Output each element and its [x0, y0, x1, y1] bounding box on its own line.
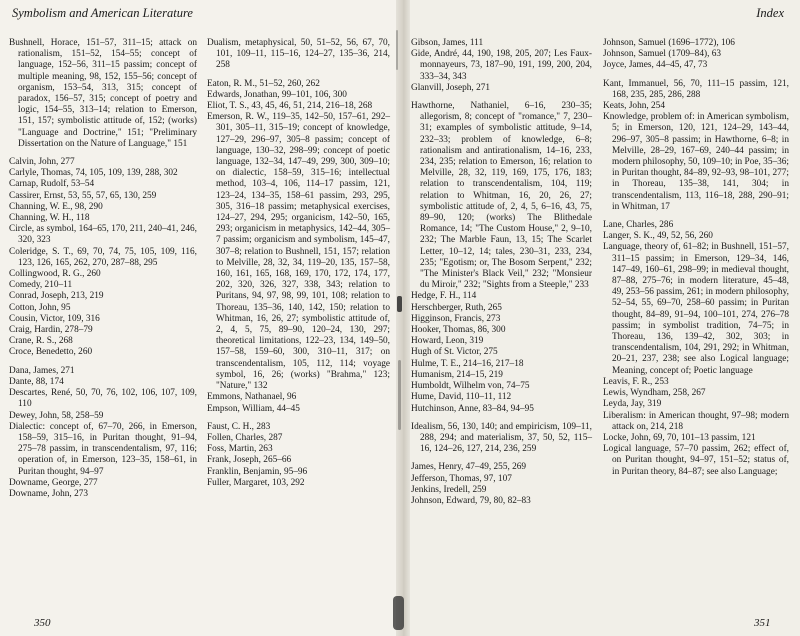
index-entry: Liberalism: in American thought, 97–98; modern attack on, 214, 218 [603, 410, 789, 432]
index-entry: Circle, as symbol, 164–65, 170, 211, 240–41, 246, 320, 323 [9, 224, 197, 246]
index-entry: Dana, James, 271 [9, 365, 75, 376]
index-entry: Cotton, John, 95 [9, 302, 71, 313]
index-entry: Empson, William, 44–45 [207, 403, 300, 414]
index-entry: Joyce, James, 44–45, 47, 73 [603, 60, 708, 71]
index-entry: Johnson, Samuel (1696–1772), 106 [603, 38, 735, 48]
page-number-right: 351 [754, 617, 771, 629]
index-entry: Humanism, 214–15, 219 [411, 369, 503, 380]
index-entry: Collingwood, R. G., 260 [9, 269, 101, 280]
running-head-right: Index [756, 6, 784, 20]
index-entry: Hutchinson, Anne, 83–84, 94–95 [411, 403, 534, 414]
index-column-2 [207, 38, 390, 489]
index-entry: Hume, David, 110–11, 112 [411, 392, 512, 403]
index-column-4 [603, 38, 789, 478]
index-entry: Cousin, Victor, 109, 316 [9, 313, 100, 324]
index-entry: Eliot, T. S., 43, 45, 46, 51, 214, 216–18, 268 [207, 101, 373, 112]
index-entry: Glanvill, Joseph, 271 [411, 82, 491, 93]
index-entry: Hawthorne, Nathaniel, 6–16, 230–35; allegorism, 8; concept of "romance," 7, 230–31; examples of symbolistic attitude, 9–14, 232–33; problem of knowledge, 6–8; rationalism and antirationalism, 14–16, 233, 234, 235; relation to Emerson, 16; relation to Melville, 28, 32, 119, 169, 175, 176, 183; relation to transcendentalism, 104, 119; relation to Whitman, 16, 20, 26, 27; symbolistic attitude of, 2, 4, 5, 6–16, 43, 75, 89–90, 120; (works) The Blithedale Romance, 14; "The Custom House," 2, 9–10, 232; The Marble Faun, 13, 15; The Scarlet Letter, 10–12, 14; tales, 230–31, 233, 234, 235; "Egotism; or, The Bosom Serpent," 232; "The Minister's Black Veil," 232; "Monsieur du Miroir," 232; "Sights from a Steeple," 233 [411, 101, 592, 291]
index-entry: Lane, Charles, 286 [603, 220, 674, 231]
gutter-mark [396, 30, 398, 70]
book-gutter [396, 0, 410, 636]
index-entry: Johnson, Edward, 79, 80, 82–83 [411, 495, 531, 506]
index-entry: Emerson, R. W., 119–35, 142–50, 157–61, 292–301, 305–11, 315–19; concept of knowledge, 127–29, 296–97, 305–8 passim; concept of language, 130–32, 298–99; concept of poetic language, 132–34, 147–49, 299, 300, 309–10; on dialectic, 158–59, 315–16; intellectual method, 103–4, 106, 114–17 passim, 121, 123–24, 134–35, 158–61 passim, 293, 295, 305, 316–18 passim; metaphysical exercises, 124–27, 294, 295; organicism, 142–50, 165, 293; organicism in metaphysics, 142–44, 305–7 passim; organicism and symbolism, 145–47, 307–8; relation to Bushnell, 151, 157; relation to Melville, 28, 32, 34, 119–20, 135, 157–58, 160, 161, 165, 168, 169, 170, 172, 174, 177, 202, 320, 326, 327, 338, 343; relation to Puritans, 94, 97, 98, 99, 101, 108; relation to Thoreau, 135–36, 140, 142, 150; relation to Whitman, 16, 26, 27; symbolistic attitude of, 2, 4, 5, 75, 89–90, 120–24, 130, 297; theoretical limitations, 122–23, 134, 149–50, 157–58, 159–60, 300, 310–11, 317; on transcendentalism, 105, 112, 114; voyage symbol, 16, 26; (works) "Brahma," 123; "Nature," 132 [207, 112, 390, 392]
index-entry: Bushnell, Horace, 151–57, 311–15; attack on rationalism, 151–52, 154–55; concept of language, 152–56, 311–15 passim; concept of multiple meaning, 98, 152, 155–56; concept of organism, 153–54, 313, 315; concept of paradox, 156–57, 315; concept of poetry and logic, 154–55, 313–14; relation to Emerson, 151, 157; symbolistic attitude of, 152; (works) "Language and Doctrine," 151; "Preliminary Dissertation on the Nature of Language," 151 [9, 38, 197, 149]
index-entry: Johnson, Samuel (1709–84), 63 [603, 49, 722, 60]
index-entry: Hugh of St. Victor, 275 [411, 347, 498, 358]
index-entry: Langer, S. K., 49, 52, 56, 260 [603, 231, 713, 242]
index-entry: Dialectic: concept of, 67–70, 266, in Emerson, 158–59, 315–16, in Puritan thought, 91–94, 275–78 passim, in transcendentalism, 97, 116; operation of, in Emerson, 123–35, 158–61, in Puritan thought, 94–97 [9, 421, 197, 477]
index-entry: Knowledge, problem of: in American symbolism, 5; in Emerson, 120, 121, 124–29, 143–44, 296–97, 305–8 passim; in Hawthorne, 6–8; in Melville, 28–29, 167–69, 240–44 passim; in modern philosophy, 50, 109–10; in Poe, 35–36; in Puritan thought, 84–89, 92–93, 98–101, 277; in Thoreau, 135–38, 141, 304; in transcendentalism, 113, 116–18, 288, 290–91; in Whitman, 17 [603, 112, 789, 212]
gutter-mark [393, 596, 404, 630]
index-entry: Gibson, James, 111 [411, 38, 484, 48]
index-entry: Lewis, Wyndham, 258, 267 [603, 388, 706, 399]
index-entry: Downame, George, 277 [9, 477, 98, 488]
running-head-left: Symbolism and American Literature [12, 6, 193, 20]
index-entry: James, Henry, 47–49, 255, 269 [411, 462, 527, 473]
index-entry: Dante, 88, 174 [9, 376, 64, 387]
index-entry: Jefferson, Thomas, 97, 107 [411, 473, 512, 484]
index-entry: Cassirer, Ernst, 53, 55, 57, 65, 130, 259 [9, 190, 157, 201]
gutter-mark [398, 360, 401, 430]
index-entry: Leyda, Jay, 319 [603, 399, 662, 410]
index-entry: Comedy, 210–11 [9, 280, 73, 291]
index-entry: Frank, Joseph, 265–66 [207, 455, 292, 466]
index-entry: Kant, Immanuel, 56, 70, 111–15 passim, 121, 168, 235, 285, 286, 288 [603, 78, 789, 100]
index-entry: Leavis, F. R., 253 [603, 376, 669, 387]
index-entry: Channing, W. H., 118 [9, 213, 90, 224]
index-entry: Language, theory of, 61–82; in Bushnell, 151–57, 311–15 passim; in Emerson, 129–34, 146, 147–49, 160–61, 298–99; in medieval thought, 87–88, 275–76; in modern literature, 45–48, 49, 253–56 passim, 261; in modern philosophy, 52–54, 55, 69–70, 258–60 passim; in Puritan thought, 84–89, 91–94, 100–101, 274, 276–78 passim; in symbolist tradition, 74–75; in Thoreau, 136, 139–42, 302, 303; in transcendentalism, 104, 291, 292; in Whitman, 20–21, 237, 238; see also Logical language; Meaning, concept of; Poetic language [603, 242, 789, 376]
page-number-left: 350 [34, 617, 51, 629]
index-entry: Crane, R. S., 268 [9, 336, 73, 347]
index-entry: Eaton, R. M., 51–52, 260, 262 [207, 78, 320, 89]
index-entry: Follen, Charles, 287 [207, 432, 283, 443]
index-entry: Descartes, René, 50, 70, 76, 102, 106, 107, 109, 110 [9, 388, 197, 410]
index-entry: Dewey, John, 58, 258–59 [9, 410, 104, 421]
index-entry: Faust, C. H., 283 [207, 421, 271, 432]
index-entry: Idealism, 56, 130, 140; and empiricism, 109–11, 288, 294; and materialism, 37, 50, 52, 115–16, 124–26, 127, 214, 236, 259 [411, 421, 592, 455]
index-entry: Locke, John, 69, 70, 101–13 passim, 121 [603, 432, 756, 443]
index-column-3 [411, 38, 592, 507]
index-entry: Carlyle, Thomas, 74, 105, 109, 139, 288, 302 [9, 168, 178, 179]
index-entry: Higginson, Francis, 273 [411, 313, 501, 324]
index-entry: Keats, John, 254 [603, 101, 665, 112]
index-entry: Humboldt, Wilhelm von, 74–75 [411, 381, 530, 392]
gutter-mark [397, 296, 402, 312]
index-entry: Gide, André, 44, 190, 198, 205, 207; Les Faux-monnayeurs, 73, 187–90, 191, 199, 200, 204, 333–34, 343 [411, 49, 592, 82]
index-entry: Edwards, Jonathan, 99–101, 106, 300 [207, 89, 347, 100]
index-entry: Franklin, Benjamin, 95–96 [207, 466, 308, 477]
index-entry: Fuller, Margaret, 103, 292 [207, 477, 305, 488]
index-entry: Logical language, 57–70 passim, 262; effect of, on Puritan thought, 94–97, 151–52; status of, in Puritan theory, 84–87; see also Language; [603, 444, 789, 477]
index-entry: Conrad, Joseph, 213, 219 [9, 291, 104, 302]
index-entry: Croce, Benedetto, 260 [9, 347, 93, 358]
index-entry: Downame, John, 273 [9, 488, 89, 499]
index-entry: Hedge, F. H., 114 [411, 291, 477, 302]
index-entry: Carnap, Rudolf, 53–54 [9, 179, 95, 190]
index-entry: Howard, Leon, 319 [411, 336, 484, 347]
index-entry: Hulme, T. E., 214–16, 217–18 [411, 358, 524, 369]
index-entry: Coleridge, S. T., 69, 70, 74, 75, 105, 109, 116, 123, 126, 165, 262, 270, 287–88, 295 [9, 246, 197, 268]
index-entry: Foss, Martin, 263 [207, 444, 273, 455]
index-entry: Channing, W. E., 98, 290 [9, 201, 103, 212]
index-entry: Craig, Hardin, 278–79 [9, 325, 93, 336]
index-entry: Hooker, Thomas, 86, 300 [411, 325, 506, 336]
index-entry: Herschberger, Ruth, 265 [411, 302, 502, 313]
index-entry: Dualism, metaphysical, 50, 51–52, 56, 67, 70, 101, 109–11, 115–16, 124–27, 135–36, 214, 258 [207, 38, 390, 71]
index-entry: Jenkins, Iredell, 259 [411, 484, 487, 495]
index-entry: Emmons, Nathanael, 96 [207, 392, 297, 403]
index-entry: Calvin, John, 277 [9, 157, 75, 168]
index-column-1 [9, 38, 197, 500]
